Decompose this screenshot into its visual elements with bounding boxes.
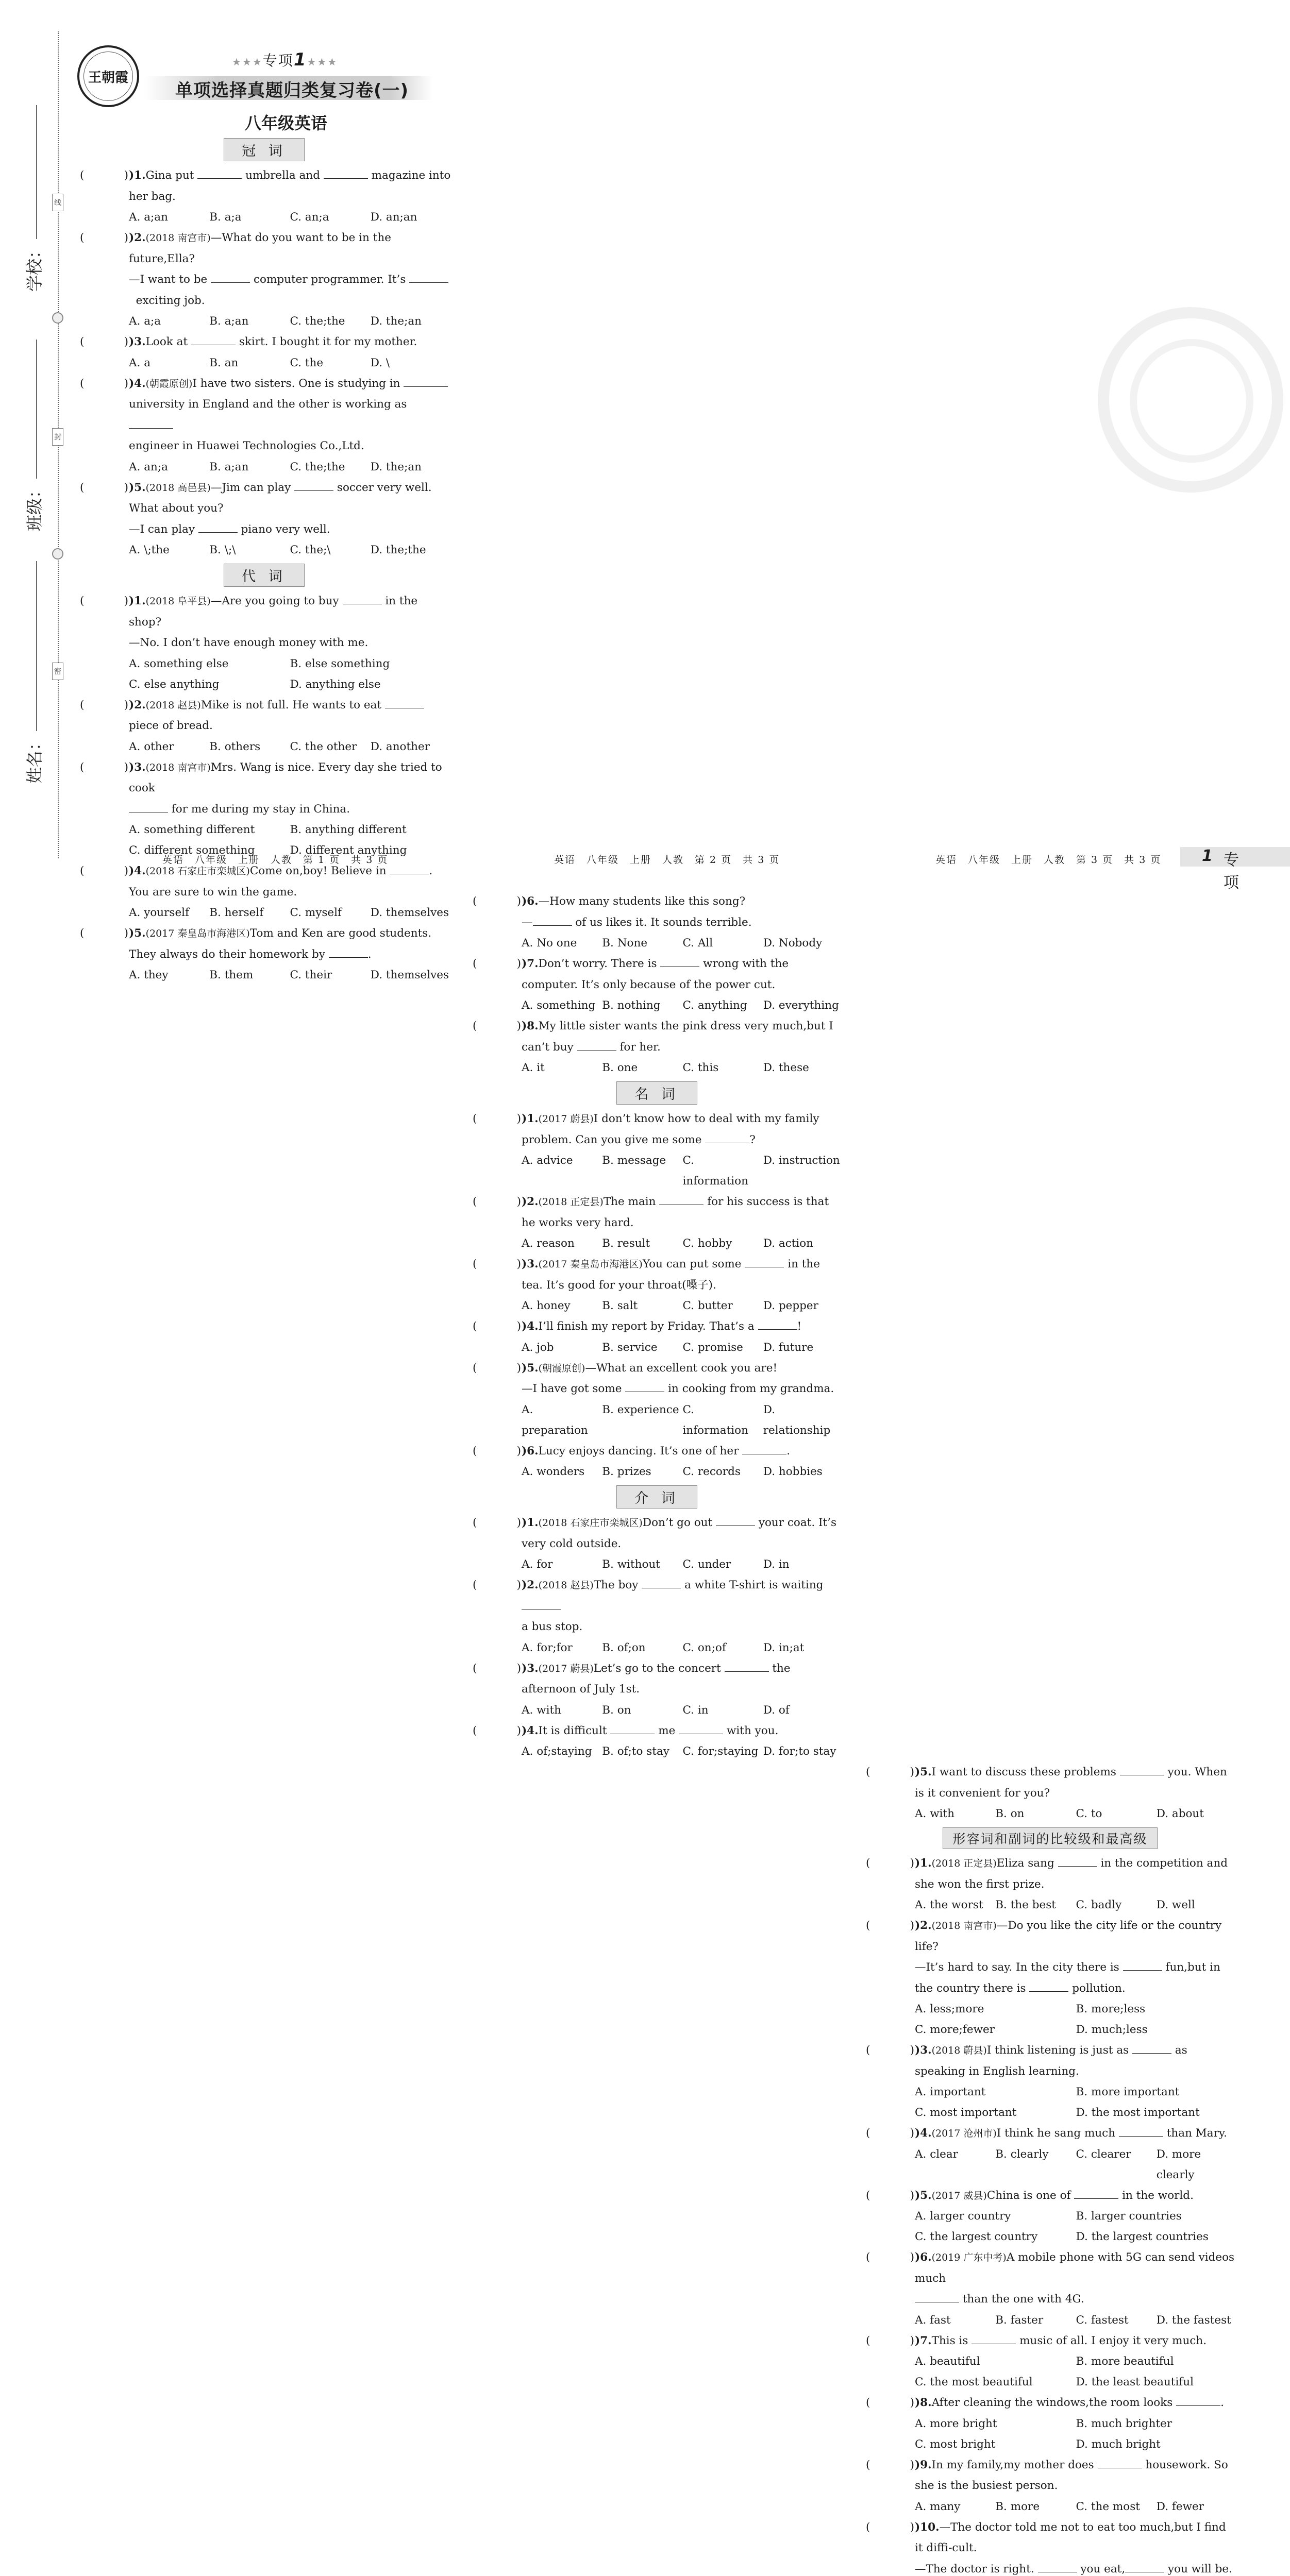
option-c[interactable]: C. badly bbox=[1076, 1895, 1157, 1916]
option-c[interactable]: C. butter bbox=[683, 1296, 763, 1316]
question-m2: )2.(2018 正定县)The main for his success is that he works very hard. A. reason B. result C. hobby D. action bbox=[470, 1192, 844, 1254]
option-b[interactable]: B. a;an bbox=[209, 311, 290, 332]
option-d[interactable]: D. Nobody bbox=[763, 933, 844, 954]
option-b[interactable]: B. more beautiful bbox=[1076, 2351, 1237, 2372]
option-a[interactable]: A. many bbox=[915, 2497, 995, 2517]
option-d[interactable]: D. well bbox=[1157, 1895, 1237, 1916]
option-a[interactable]: A. of;staying bbox=[522, 1741, 602, 1762]
option-a[interactable]: A. an;a bbox=[129, 457, 209, 478]
section-prepositions: 介 词 bbox=[470, 1485, 844, 1509]
option-b[interactable]: B. more;less bbox=[1076, 1999, 1237, 2020]
option-b[interactable]: B. None bbox=[602, 933, 682, 954]
option-b[interactable]: B. them bbox=[209, 965, 290, 986]
option-c[interactable]: C. on;of bbox=[683, 1638, 763, 1658]
binding-hole bbox=[52, 312, 63, 324]
question-d5: )5.(2017 秦皇岛市海港区)Tom and Ken are good students. They always do their homework by . A. they B. them C. their D. themselves bbox=[77, 923, 451, 986]
option-d[interactable]: D. pepper bbox=[763, 1296, 844, 1316]
question-b10: )10.—The doctor told me not to eat too much,but I find it diffi-cult. —The doctor is right. you eat, you will be. bbox=[863, 2517, 1237, 2576]
option-b[interactable]: B. much brighter bbox=[1076, 2414, 1237, 2434]
option-c[interactable]: C. else anything bbox=[129, 674, 290, 695]
option-a[interactable]: A. less;more bbox=[915, 1999, 1076, 2020]
option-b[interactable]: B. the best bbox=[995, 1895, 1076, 1916]
column-2 bbox=[470, 891, 844, 1762]
option-d[interactable]: D. an;an bbox=[371, 207, 451, 228]
question-b2: )2.(2018 南宫市)—Do you like the city life or the country life? —It’s hard to say. In the city there is fun,but in the country there is pollution. A. less;more B. more;less C. more;fewer D. much;less bbox=[863, 1916, 1237, 2040]
question-b4: )4.(2017 沧州市)I think he sang much than Mary. A. clear B. clearly C. clearer D. more clearly bbox=[863, 2123, 1237, 2185]
class-label: 班级： bbox=[25, 482, 44, 531]
option-b[interactable]: B. more important bbox=[1076, 2082, 1237, 2103]
option-b[interactable]: B. herself bbox=[209, 903, 290, 923]
footer-page-3: 英语 八年级 上册 人教 第 3 页 共 3 页 bbox=[935, 852, 1161, 866]
question-m4: )4.I’ll finish my report by Friday. That’s a ! A. job B. service C. promise D. future bbox=[470, 1316, 844, 1358]
option-b[interactable]: B. faster bbox=[995, 2310, 1076, 2331]
section-pronouns: 代 词 bbox=[77, 564, 451, 587]
footer-tag-text: 专项 bbox=[1224, 847, 1239, 892]
binding-mark-xian: 线 bbox=[52, 194, 63, 211]
name-field[interactable] bbox=[22, 561, 45, 784]
column-1 bbox=[77, 138, 451, 986]
option-d[interactable]: D. the most important bbox=[1076, 2103, 1237, 2123]
school-field[interactable] bbox=[22, 105, 45, 292]
option-c[interactable]: C. information bbox=[683, 1150, 763, 1192]
question-j2: )2.(2018 赵县)The boy a white T-shirt is waiting a bus stop. A. for;for B. of;on C. on;of D. in;at bbox=[470, 1575, 844, 1658]
class-field[interactable] bbox=[22, 340, 45, 531]
option-a[interactable]: A. something different bbox=[129, 820, 290, 840]
option-c[interactable]: C. myself bbox=[290, 903, 371, 923]
option-d[interactable]: D. the fastest bbox=[1157, 2310, 1237, 2331]
option-d[interactable]: D. much;less bbox=[1076, 2020, 1237, 2040]
option-c[interactable]: C. most important bbox=[915, 2103, 1076, 2123]
question-d8: )8.My little sister wants the pink dress very much,but I can’t buy for her. A. it B. one C. this D. these bbox=[470, 1016, 844, 1078]
question-a2: )2.(2018 南宫市)—What do you want to be in the future,Ella? —I want to be computer programmer. It’s exciting job. A. a;a B. a;an C. the;the D. the;an bbox=[77, 228, 451, 332]
question-a5: )5.(2018 高邑县)—Jim can play soccer very well. What about you? —I can play piano very well. A. \;the B. \;\ C. the;\ D. the;the bbox=[77, 478, 451, 561]
option-d[interactable]: D. more clearly bbox=[1157, 2144, 1237, 2185]
option-a[interactable]: A. it bbox=[522, 1058, 602, 1078]
name-label: 姓名： bbox=[25, 734, 44, 784]
option-c[interactable]: C. the most bbox=[1076, 2497, 1157, 2517]
option-a[interactable]: A. \;the bbox=[129, 540, 209, 561]
section-nouns: 名 词 bbox=[470, 1081, 844, 1105]
option-c[interactable]: C. an;a bbox=[290, 207, 371, 228]
option-d[interactable]: D. the largest countries bbox=[1076, 2227, 1237, 2247]
logo-text: 王朝霞 bbox=[88, 67, 128, 86]
school-label: 学校： bbox=[25, 242, 44, 292]
binding-hole bbox=[52, 548, 63, 560]
question-j4: )4.It is difficult me with you. A. of;staying B. of;to stay C. for;staying D. for;to stay bbox=[470, 1721, 844, 1762]
question-d2: )2.(2018 赵县)Mike is not full. He wants to eat piece of bread. A. other B. others C. the other D. another bbox=[77, 695, 451, 757]
option-c[interactable]: C. anything bbox=[683, 995, 763, 1016]
zhuanxiang-footer-tag bbox=[1180, 847, 1290, 867]
option-b[interactable]: B. nothing bbox=[602, 995, 682, 1016]
question-b7: )7.This is music of all. I enjoy it very much. A. beautiful B. more beautiful C. the most beautiful D. the least beautiful bbox=[863, 2331, 1237, 2393]
option-c[interactable]: C. most bright bbox=[915, 2434, 1076, 2455]
option-b[interactable]: B. on bbox=[995, 1804, 1076, 1824]
option-b[interactable]: B. else something bbox=[290, 654, 451, 674]
question-j5: )5.I want to discuss these problems you. When is it convenient for you? A. with B. on C. to D. about bbox=[863, 1762, 1237, 1824]
option-d[interactable]: D. fewer bbox=[1157, 2497, 1237, 2517]
question-a4: )4.(朝霞原创)I have two sisters. One is studying in university in England and the other is working as engineer in Huawei Technologies Co.,Ltd. A. an;a B. a;an C. the;the D. the;an bbox=[77, 374, 451, 478]
option-a[interactable]: A. important bbox=[915, 2082, 1076, 2103]
brand-logo bbox=[77, 45, 139, 107]
option-c[interactable]: C. their bbox=[290, 965, 371, 986]
option-b[interactable]: B. anything different bbox=[290, 820, 451, 840]
option-b[interactable]: B. one bbox=[602, 1058, 682, 1078]
binding-mark-mi: 密 bbox=[52, 663, 63, 680]
option-c[interactable]: C. the;\ bbox=[290, 540, 371, 561]
question-b5: )5.(2017 威县)China is one of in the world. A. larger country B. larger countries C. the largest country D. the largest countries bbox=[863, 2185, 1237, 2248]
option-d[interactable]: D. much bright bbox=[1076, 2434, 1237, 2455]
option-b[interactable]: B. on bbox=[602, 1700, 682, 1721]
question-d7: )7.Don’t worry. There is wrong with the computer. It’s only because of the power cut. A. something B. nothing C. anything D. everything bbox=[470, 954, 844, 1016]
option-d[interactable]: D. the;the bbox=[371, 540, 451, 561]
option-a[interactable]: A. for;for bbox=[522, 1638, 602, 1658]
question-j1: )1.(2018 石家庄市栾城区)Don’t go out your coat. It’s very cold outside. A. for B. without C. under D. in bbox=[470, 1513, 844, 1575]
option-b[interactable]: B. others bbox=[209, 737, 290, 757]
option-a[interactable]: A. more bright bbox=[915, 2414, 1076, 2434]
option-a[interactable]: A. honey bbox=[522, 1296, 602, 1316]
option-d[interactable]: D. in bbox=[763, 1554, 844, 1575]
option-c[interactable]: C. the other bbox=[290, 737, 371, 757]
option-c[interactable]: C. promise bbox=[683, 1337, 763, 1358]
question-b8: )8.After cleaning the windows,the room looks . A. more bright B. much brighter C. most bright D. much bright bbox=[863, 2393, 1237, 2455]
option-b[interactable]: B. message bbox=[602, 1150, 682, 1192]
footer-page-2: 英语 八年级 上册 人教 第 2 页 共 3 页 bbox=[554, 852, 780, 866]
option-d[interactable]: D. of bbox=[763, 1700, 844, 1721]
option-c[interactable]: C. clearer bbox=[1076, 2144, 1157, 2185]
question-d4: )4.(2018 石家庄市栾城区)Come on,boy! Believe in . You are sure to win the game. A. yourself B. herself C. myself D. themselves bbox=[77, 861, 451, 923]
option-d[interactable]: D. themselves bbox=[371, 965, 451, 986]
option-c[interactable]: C. the bbox=[290, 353, 371, 374]
option-d[interactable]: D. the;an bbox=[371, 457, 451, 478]
option-c[interactable]: C. to bbox=[1076, 1804, 1157, 1824]
question-m6: )6.Lucy enjoys dancing. It’s one of her . A. wonders B. prizes C. records D. hobbies bbox=[470, 1441, 844, 1483]
option-b[interactable]: B. of;on bbox=[602, 1638, 682, 1658]
column-3 bbox=[863, 1762, 1237, 2576]
option-a[interactable]: A. larger country bbox=[915, 2206, 1076, 2227]
option-b[interactable]: B. a;a bbox=[209, 207, 290, 228]
option-d[interactable]: D. another bbox=[371, 737, 451, 757]
option-d[interactable]: D. in;at bbox=[763, 1638, 844, 1658]
option-d[interactable]: D. for;to stay bbox=[763, 1741, 844, 1762]
option-d[interactable]: D. anything else bbox=[290, 674, 451, 695]
section-comparatives: 形容词和副词的比较级和最高级 bbox=[863, 1827, 1237, 1849]
option-c[interactable]: C. information bbox=[683, 1400, 763, 1441]
option-b[interactable]: B. result bbox=[602, 1233, 682, 1254]
option-d[interactable]: D. action bbox=[763, 1233, 844, 1254]
option-c[interactable]: C. the most beautiful bbox=[915, 2372, 1076, 2393]
question-a1: )1.Gina put umbrella and magazine into her bag. A. a;an B. a;a C. an;a D. an;an bbox=[77, 165, 451, 228]
question-j3: )3.(2017 蔚县)Let’s go to the concert the afternoon of July 1st. A. with B. on C. in D. of bbox=[470, 1658, 844, 1721]
question-b6: )6.(2019 广东中考)A mobile phone with 5G can send videos much than the one with 4G. A. fast B. faster C. fastest D. the fastest bbox=[863, 2247, 1237, 2331]
option-a[interactable]: A. No one bbox=[522, 933, 602, 954]
option-c[interactable]: C. different something bbox=[129, 840, 290, 861]
question-d6: )6.—How many students like this song? — of us likes it. It sounds terrible. A. No one B. None C. All D. Nobody bbox=[470, 891, 844, 954]
option-c[interactable]: C. for;staying bbox=[683, 1741, 763, 1762]
option-b[interactable]: B. of;to stay bbox=[602, 1741, 682, 1762]
question-b9: )9.In my family,my mother does housework. So she is the busiest person. A. many B. more C. the most D. fewer bbox=[863, 2455, 1237, 2517]
option-a[interactable]: A. fast bbox=[915, 2310, 995, 2331]
option-a[interactable]: A. advice bbox=[522, 1150, 602, 1192]
option-c[interactable]: C. in bbox=[683, 1700, 763, 1721]
option-c[interactable]: C. under bbox=[683, 1554, 763, 1575]
question-m5: )5.(朝霞原创)—What an excellent cook you are! —I have got some in cooking from my grandma. A. preparation B. experience C. information D. relationship bbox=[470, 1358, 844, 1441]
question-m1: )1.(2017 蔚县)I don’t know how to deal with my family problem. Can you give me some ? A. advice B. message C. information D. instruction bbox=[470, 1109, 844, 1192]
question-b1: )1.(2018 正定县)Eliza sang in the competition and she won the first prize. A. the worst B. the best C. badly D. well bbox=[863, 1853, 1237, 1916]
option-c[interactable]: C. the;the bbox=[290, 311, 371, 332]
option-d[interactable]: D. the;an bbox=[371, 311, 451, 332]
footer-tag-number: 1 bbox=[1202, 847, 1213, 865]
option-a[interactable]: A. they bbox=[129, 965, 209, 986]
option-a[interactable]: A. wonders bbox=[522, 1462, 602, 1482]
option-d[interactable]: D. hobbies bbox=[763, 1462, 844, 1482]
option-a[interactable]: A. a bbox=[129, 353, 209, 374]
option-a[interactable]: A. with bbox=[915, 1804, 995, 1824]
option-a[interactable]: A. something else bbox=[129, 654, 290, 674]
option-d[interactable]: D. future bbox=[763, 1337, 844, 1358]
zhuanxiang-text: 专项 bbox=[263, 52, 294, 69]
option-b[interactable]: B. clearly bbox=[995, 2144, 1076, 2185]
zhuanxiang-number: 1 bbox=[294, 49, 307, 70]
option-a[interactable]: A. beautiful bbox=[915, 2351, 1076, 2372]
question-d3: )3.(2018 南宫市)Mrs. Wang is nice. Every day she tried to cook for me during my stay in China. A. something different B. anything different C. different something D. different anything bbox=[77, 757, 451, 861]
option-b[interactable]: B. prizes bbox=[602, 1462, 682, 1482]
option-a[interactable]: A. preparation bbox=[522, 1400, 602, 1441]
question-b3: )3.(2018 蔚县)I think listening is just as as speaking in English learning. A. important B. more important C. most important D. the most important bbox=[863, 2040, 1237, 2123]
option-a[interactable]: A. with bbox=[522, 1700, 602, 1721]
option-b[interactable]: B. larger countries bbox=[1076, 2206, 1237, 2227]
option-a[interactable]: A. a;a bbox=[129, 311, 209, 332]
option-a[interactable]: A. something bbox=[522, 995, 602, 1016]
option-b[interactable]: B. an bbox=[209, 353, 290, 374]
option-b[interactable]: B. salt bbox=[602, 1296, 682, 1316]
question-a3: )3.Look at skirt. I bought it for my mother. A. a B. an C. the D. \ bbox=[77, 332, 451, 374]
option-a[interactable]: A. reason bbox=[522, 1233, 602, 1254]
option-c[interactable]: C. the largest country bbox=[915, 2227, 1076, 2247]
option-c[interactable]: C. fastest bbox=[1076, 2310, 1157, 2331]
option-c[interactable]: C. hobby bbox=[683, 1233, 763, 1254]
zhuanxiang-label: ★★★专项1★★★ bbox=[232, 49, 338, 70]
option-b[interactable]: B. more bbox=[995, 2497, 1076, 2517]
option-d[interactable]: D. about bbox=[1157, 1804, 1237, 1824]
option-c[interactable]: C. All bbox=[683, 933, 763, 954]
page-header bbox=[72, 39, 454, 142]
option-b[interactable]: B. a;an bbox=[209, 457, 290, 478]
binding-mark-feng: 封 bbox=[52, 428, 63, 446]
option-d[interactable]: D. different anything bbox=[290, 840, 451, 861]
option-d[interactable]: D. themselves bbox=[371, 903, 451, 923]
option-c[interactable]: C. this bbox=[683, 1058, 763, 1078]
watermark-seal bbox=[1098, 307, 1283, 493]
option-d[interactable]: D. relationship bbox=[763, 1400, 844, 1441]
option-a[interactable]: A. yourself bbox=[129, 903, 209, 923]
option-d[interactable]: D. these bbox=[763, 1058, 844, 1078]
page-title: 单项选择真题归类复习卷(一) bbox=[175, 76, 409, 101]
option-c[interactable]: C. records bbox=[683, 1462, 763, 1482]
footer-page-1: 英语 八年级 上册 人教 第 1 页 共 3 页 bbox=[162, 852, 388, 866]
option-a[interactable]: A. for bbox=[522, 1554, 602, 1575]
option-b[interactable]: B. \;\ bbox=[209, 540, 290, 561]
option-b[interactable]: B. without bbox=[602, 1554, 682, 1575]
section-articles: 冠 词 bbox=[77, 138, 451, 161]
page-subtitle: 八年级英语 bbox=[245, 110, 327, 134]
option-c[interactable]: C. the;the bbox=[290, 457, 371, 478]
option-d[interactable]: D. \ bbox=[371, 353, 451, 374]
option-b[interactable]: B. service bbox=[602, 1337, 682, 1358]
option-a[interactable]: A. clear bbox=[915, 2144, 995, 2185]
question-d1: )1.(2018 阜平县)—Are you going to buy in the shop? —No. I don’t have enough money with me. A. something else B. else something C. else anything D. anything else bbox=[77, 591, 451, 695]
option-a[interactable]: A. a;an bbox=[129, 207, 209, 228]
option-d[interactable]: D. everything bbox=[763, 995, 844, 1016]
option-b[interactable]: B. experience bbox=[602, 1400, 682, 1441]
option-c[interactable]: C. more;fewer bbox=[915, 2020, 1076, 2040]
option-d[interactable]: D. instruction bbox=[763, 1150, 844, 1192]
option-a[interactable]: A. other bbox=[129, 737, 209, 757]
question-m3: )3.(2017 秦皇岛市海港区)You can put some in the tea. It’s good for your throat(嗓子). A. honey B. salt C. butter D. pepper bbox=[470, 1254, 844, 1316]
option-d[interactable]: D. the least beautiful bbox=[1076, 2372, 1237, 2393]
option-a[interactable]: A. the worst bbox=[915, 1895, 995, 1916]
option-a[interactable]: A. job bbox=[522, 1337, 602, 1358]
